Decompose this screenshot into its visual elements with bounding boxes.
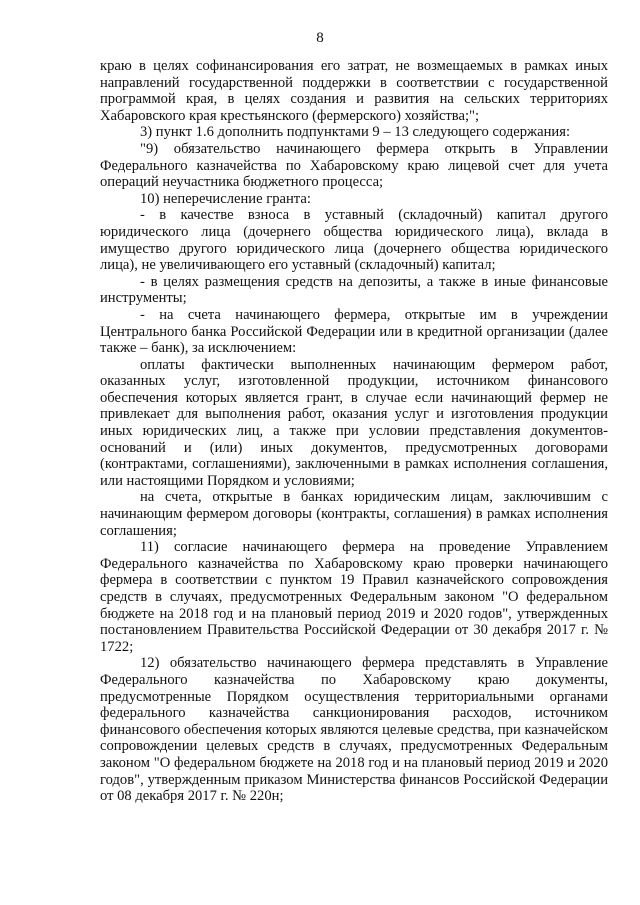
paragraph-7: - на счета начинающего фермера, открытые им в учреждении Центрального банка Российской Федерации или в кредитной организации (далее также – банк), за исключением: [100,306,608,357]
paragraph-5: - в качестве взноса в уставный (складочный) капитал другого юридического лица (дочернего общества юридического лица), вклада в имущество другого юридического лица (дочернего общества юридического лица), не увеличивающего его уставный (складочный) капитал; [100,207,608,274]
paragraph-1: краю в целях софинансирования его затрат, не возмещаемых в рамках иных направлений государственной поддержки в соответствии с государственной программой края, в целях создания и развития на сельских территориях Хабаровского края крестьянского (фермерского) хозяйства;"; [100,58,608,124]
paragraph-2: 3) пункт 1.6 дополнить подпунктами 9 – 13 следующего содержания: [140,124,570,141]
paragraph-10: 11) согласие начинающего фермера на проведение Управлением Федерального казначейства по Хабаровскому краю проверки начинающего фермера в соответствии с пунктом 19 Правил казначейского сопровождения средств в случаях, предусмотренных Федеральным законом "О федеральном бюджете на 2018 год и на плановый период 2019 и 2020 годов", утвержденных постановлением Правительства Российской Федерации от 30 декабря 2017 г. № 1722; [100,539,608,655]
paragraph-9: на счета, открытые в банках юридическим лицам, заключившим с начинающим фермером договоры (контракты, соглашения) в рамках исполнения соглашения; [100,489,608,539]
paragraph-3: "9) обязательство начинающего фермера открыть в Управлении Федерального казначейства по Хабаровскому краю лицевой счет для учета операций неучастника бюджетного процесса; [100,140,608,191]
document-body [100,58,608,805]
paragraph-4: 10) неперечисление гранта: [140,190,311,207]
paragraph-8: оплаты фактически выполненных начинающим фермером работ, оказанных услуг, изготовленной продукции, источником финансового обеспечения которых является грант, в случае если начинающий фермер не привлекает для выполнения работ, оказания услуг и изготовления продукции иных юридических лиц, а также при условии представления документов-оснований и (или) иных документов, предусмотренных договорами (контрактами, соглашениями), заключенными в рамках исполнения соглашения, или настоящими Порядком и условиями; [100,356,608,489]
page-number: 8 [316,30,324,46]
paragraph-6: - в целях размещения средств на депозиты, а также в иные финансовые инструменты; [100,273,608,307]
paragraph-11: 12) обязательство начинающего фермера представлять в Управление Федерального казначейства по Хабаровскому краю документы, предусмотренные Порядком осуществления территориальными органами федерального казначейства санкционирования расходов, источником финансового обеспечения которых являются целевые средства, при казначейском сопровождении целевых средств в случаях, предусмотренных Федеральным законом "О федеральном бюджете на 2018 год и на плановый период 2019 и 2020 годов", утвержденным приказом Министерства финансов Российской Федерации от 08 декабря 2017 г. № 220н; [100,655,608,805]
